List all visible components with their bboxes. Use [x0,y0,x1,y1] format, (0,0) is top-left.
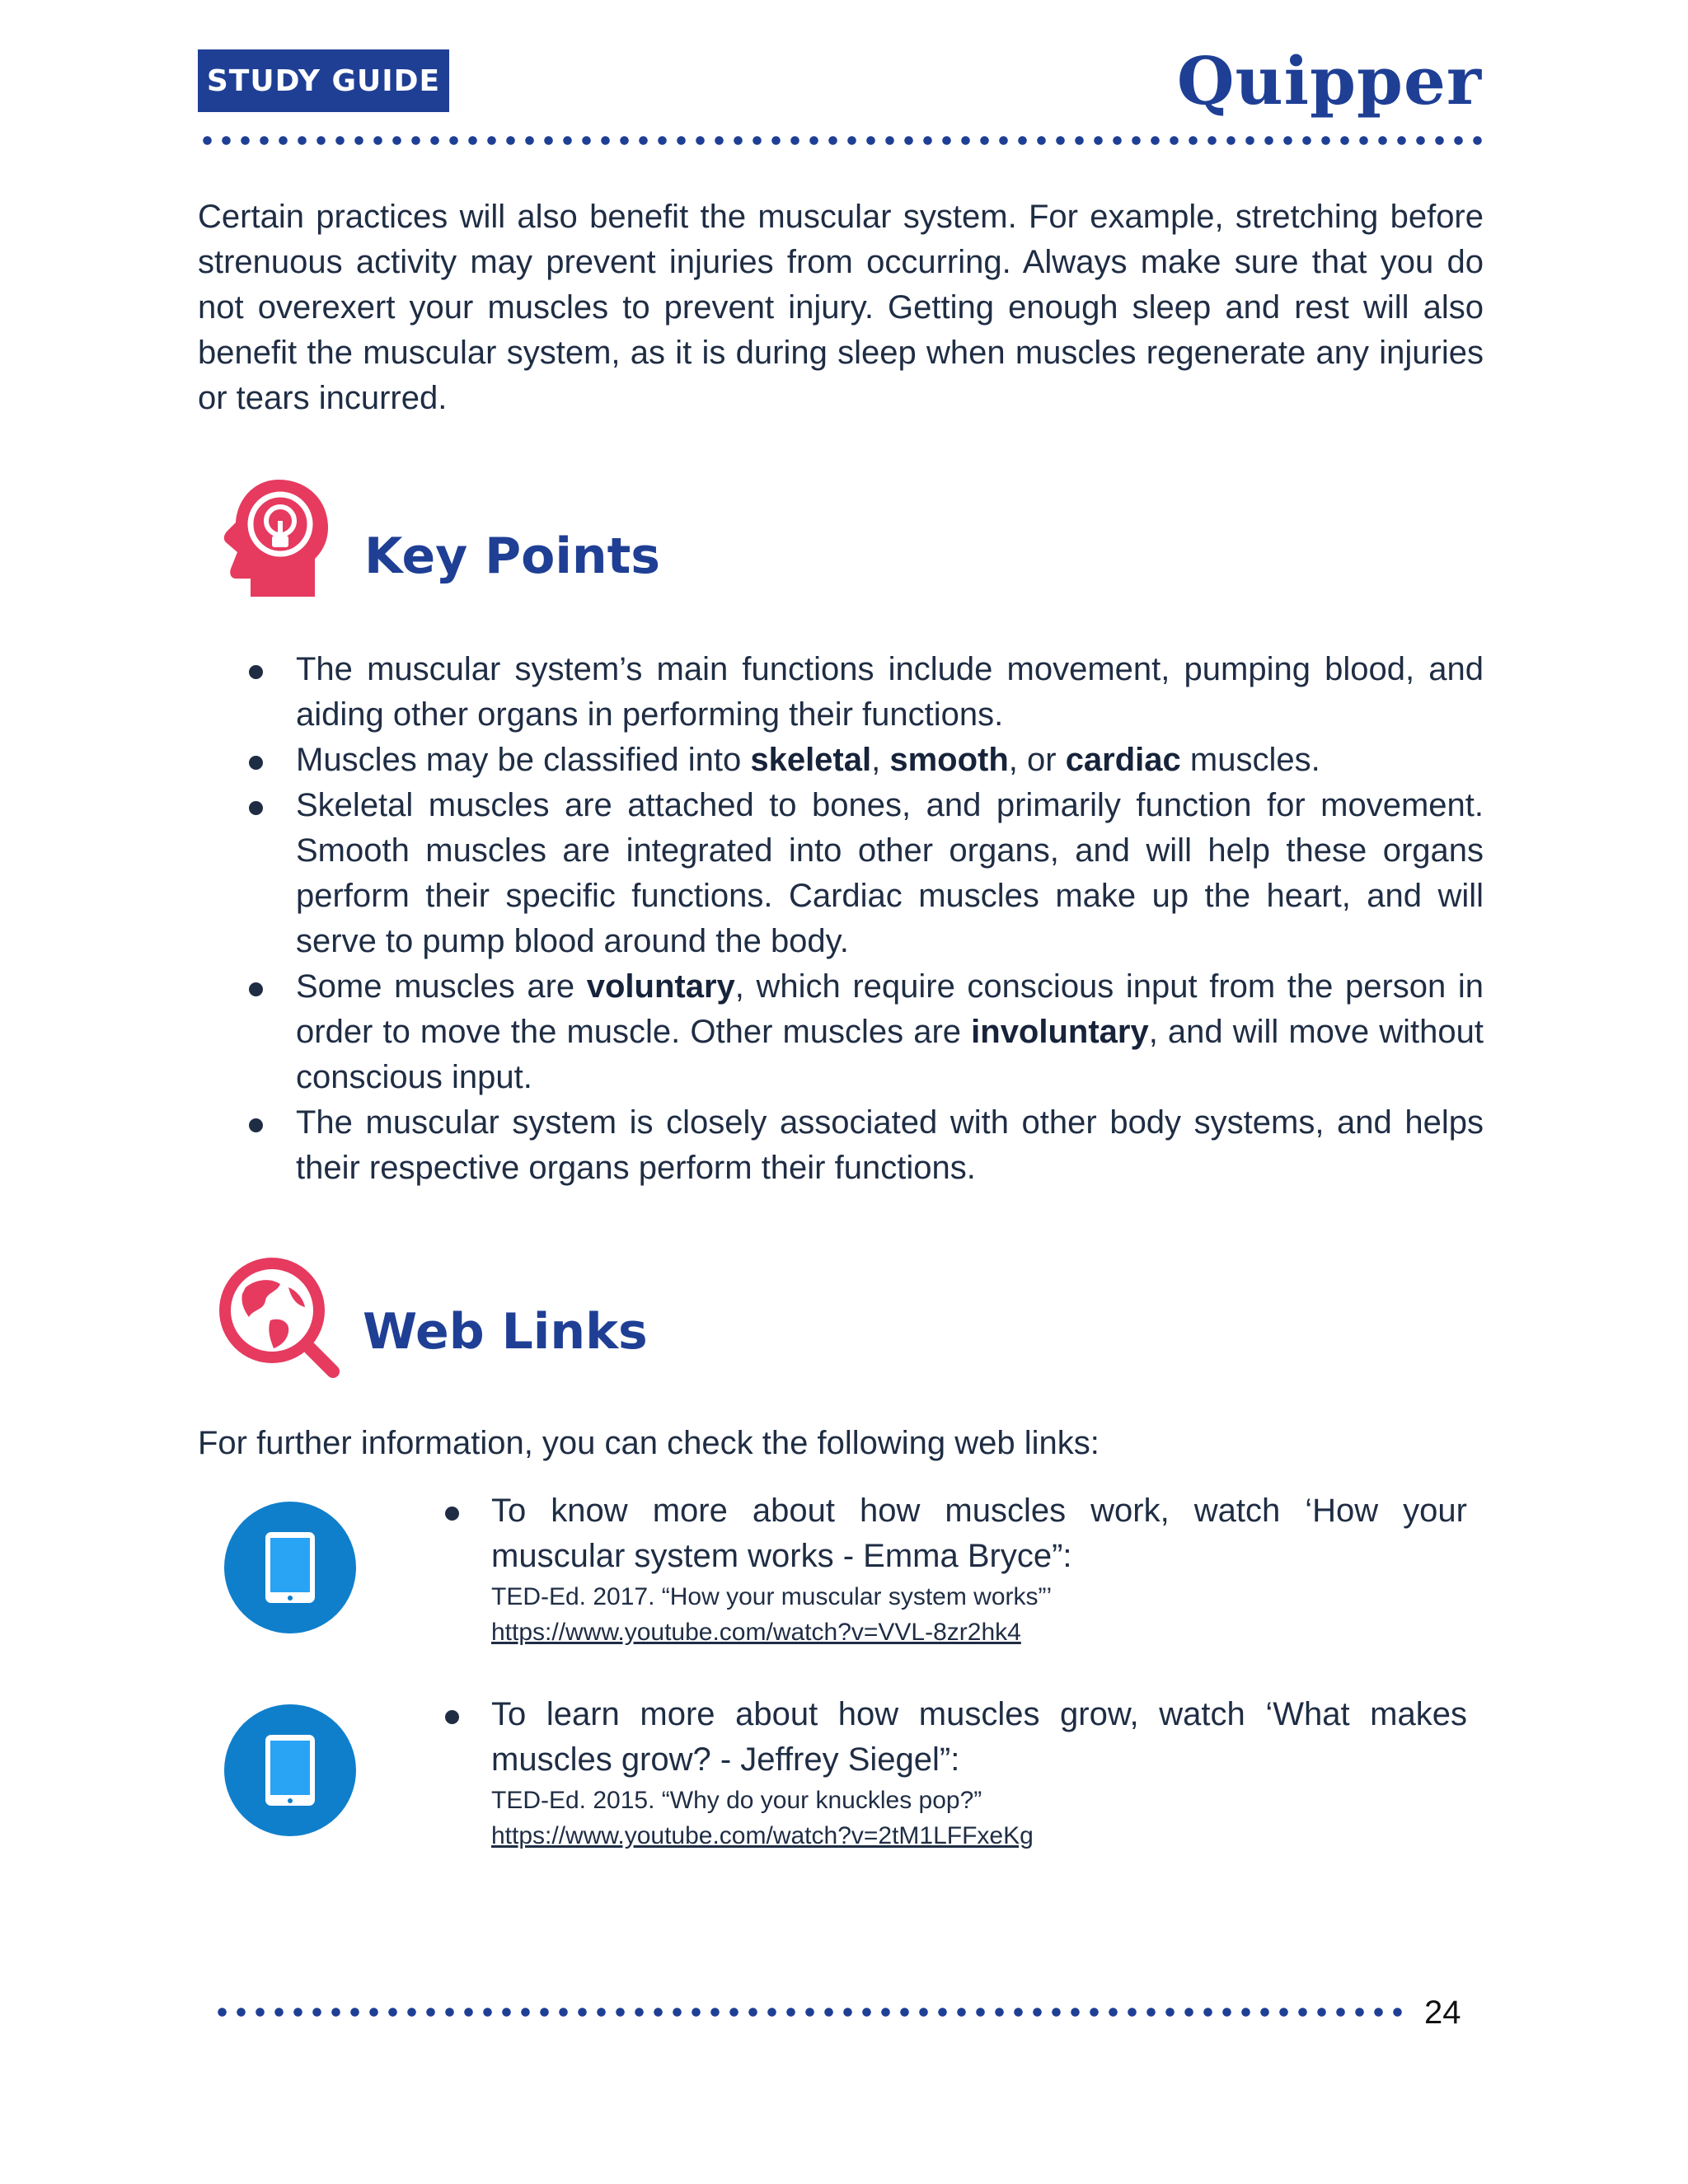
web-link-url[interactable]: https://www.youtube.com/watch?v=VVL-8zr2hk4 [491,1619,1021,1646]
web-link-item [445,1488,1467,1650]
list-item: The muscular system’s main functions include movement, pumping blood, and aiding other organs in performing their functions. [198,647,1484,738]
web-link-description: To learn more about how muscles grow, watch ‘What makes muscles grow? - Jeffrey Siegel”: [445,1692,1467,1783]
quipper-logo: Quipper [1176,42,1482,120]
web-link-description: To know more about how muscles work, watch ‘How your muscular system works - Emma Bryce”: [445,1488,1467,1579]
intro-paragraph: Certain practices will also benefit the muscular system. For example, stretching before strenuous activity may prevent injuries from occurring. Always make sure that you do not overexert your muscles to prevent injury. Getting enough sleep and rest will also benefit the muscular system, as it is during sleep when muscles regenerate any injuries or tears incurred. [198,199,1484,416]
web-links-intro: For further information, you can check the following web links: [198,1425,1100,1461]
key-points-list [198,647,1484,1191]
study-guide-badge: STUDY GUIDE [198,49,449,112]
web-links-title: Web Links [363,1303,648,1361]
list-item: Muscles may be classified into skeletal, smooth, or cardiac muscles. [198,738,1484,783]
key-points-title: Key Points [364,527,661,585]
head-lightbulb-icon [223,476,331,600]
list-item: Some muscles are voluntary, which require conscious input from the person in order to move the muscle. Other muscles are involuntary, and will move without conscious input. [198,964,1484,1100]
top-dotted-divider [198,136,1484,145]
bottom-dotted-divider [213,2008,1408,2017]
tablet-icon [224,1704,356,1836]
globe-magnifier-icon [213,1251,345,1383]
list-item: The muscular system is closely associated with other body systems, and helps their respective organs perform their functions. [198,1100,1484,1191]
web-link-url[interactable]: https://www.youtube.com/watch?v=2tM1LFFxeKg [491,1822,1034,1849]
web-link-citation: TED-Ed. 2017. “How your muscular system works”’ [491,1583,1053,1610]
page-number: 24 [1424,1994,1461,2031]
web-link-citation: TED-Ed. 2015. “Why do your knuckles pop?” [491,1787,982,1814]
tablet-icon [224,1502,356,1633]
list-item: Skeletal muscles are attached to bones, and primarily function for movement. Smooth muscles are integrated into other organs, and will help these organs perform their specific functions. Cardiac muscles make up the heart, and will serve to pump blood around the body. [198,783,1484,964]
web-link-item [445,1692,1467,1854]
